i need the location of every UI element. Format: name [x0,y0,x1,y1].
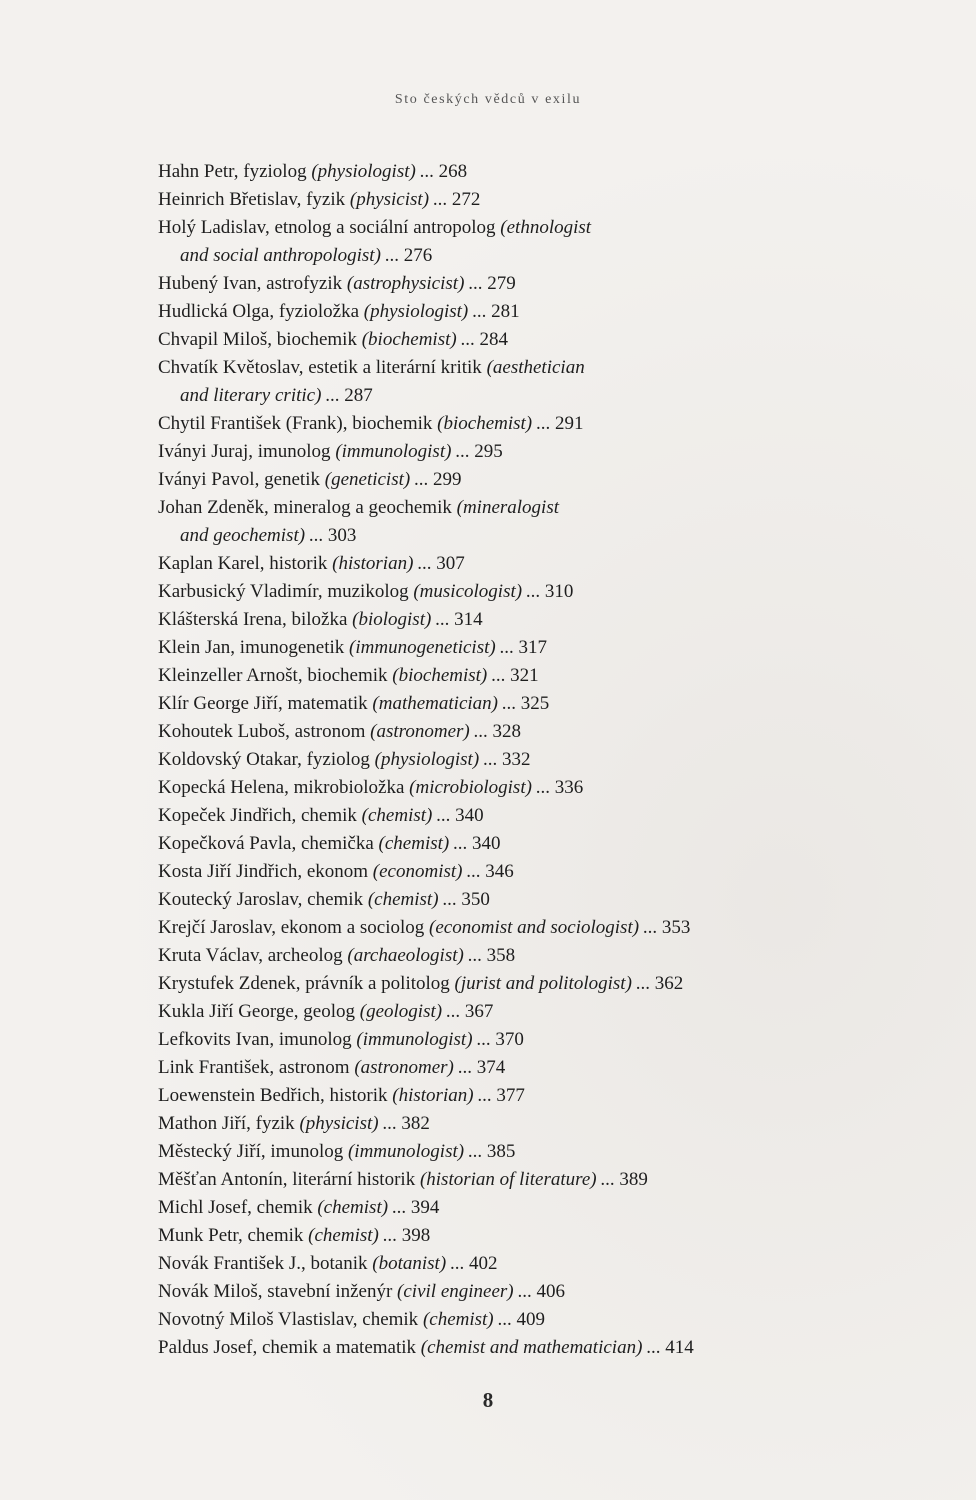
entry-page: 284 [479,329,509,350]
entry-page: 374 [476,1057,506,1078]
entry-page: 367 [464,1001,494,1022]
entry-name: Měšťan Antonín, literární historik [158,1169,416,1190]
entry-name: Kosta Jiří Jindřich, ekonom [158,861,369,882]
entry-role: (physiologist) [311,161,416,182]
entry-role: (botanist) [372,1253,447,1274]
entry-name: Link František, astronom [158,1057,350,1078]
entry-page: 295 [474,441,503,462]
toc-entry: Kukla Jiří George, geolog (geologist) ... 367 [158,1001,494,1022]
toc-entry [158,354,918,410]
entry-page: 317 [518,637,548,658]
toc-entry: Loewenstein Bedřich, historik (historian) ... 377 [158,1085,525,1106]
entry-name: Chvapil Miloš, biochemik [158,329,357,350]
toc-entry: Koutecký Jaroslav, chemik (chemist) ... 350 [158,889,490,910]
toc-entry: Kopečková Pavla, chemička (chemist) ... 340 [158,833,501,854]
toc-entry: Kaplan Karel, historik (historian) ... 307 [158,553,465,574]
entry-page: 382 [401,1113,430,1134]
entry-role: (physicist) [299,1113,379,1134]
entry-role: (biologist) [352,609,432,630]
entry-name: Novotný Miloš Vlastislav, chemik [158,1309,419,1330]
entry-page: 321 [510,665,539,686]
entry-role: (immunogeneticist) [349,637,496,658]
entry-page: 272 [451,189,481,210]
toc-entry: Kosta Jiří Jindřich, ekonom (economist) ... 346 [158,861,514,882]
toc-entry: Lefkovits Ivan, imunolog (immunologist) ... 370 [158,1029,524,1050]
toc-entry: Heinrich Břetislav, fyzik (physicist) ... 272 [158,189,481,210]
entry-role: (chemist) [422,1309,494,1330]
entry-continuation: and social anthropologist) ... 276 [180,245,433,266]
entry-name: Kopeček Jindřich, chemik [158,805,357,826]
entry-page: 346 [485,861,514,882]
entry-role: (ethnologist [500,217,592,238]
entry-continuation: and literary critic) ... 287 [180,385,373,406]
entry-page: 325 [520,693,550,714]
toc-entry: Kopeček Jindřich, chemik (chemist) ... 340 [158,805,484,826]
entry-page: 340 [472,833,501,854]
entry-name: Krejčí Jaroslav, ekonom a sociolog [158,917,425,938]
entry-name: Iványi Pavol, genetik [158,469,320,490]
toc-entry: Paldus Josef, chemik a matematik (chemist and mathematician) ... 414 [158,1337,694,1358]
entry-page: 336 [554,777,584,798]
page-number: 8 [482,1388,494,1412]
entry-page: 358 [486,945,516,966]
toc-entry: Link František, astronom (astronomer) ... 374 [158,1057,506,1078]
entry-name: Lefkovits Ivan, imunolog [158,1029,352,1050]
toc-entry: Kleinzeller Arnošt, biochemik (biochemist) ... 321 [158,665,539,686]
entry-role: (musicologist) [413,581,523,602]
toc-entry: Chytil František (Frank), biochemik (biochemist) ... 291 [158,413,584,434]
entry-role: (aesthetician [486,357,585,378]
toc-entry: Klášterská Irena, biložka (biologist) ... 314 [158,609,483,630]
entry-page: 402 [468,1253,498,1274]
entry-name: Karbusický Vladimír, muzikolog [158,581,409,602]
toc-entry: Michl Josef, chemik (chemist) ... 394 [158,1197,440,1218]
entry-page: 291 [554,413,584,434]
entry-page: 281 [491,301,520,322]
entry-page: 314 [454,609,483,630]
entry-role: (historian of literature) [419,1169,597,1190]
entry-role: (geologist) [359,1001,443,1022]
entry-page: 279 [487,273,516,294]
entry-role: (chemist) [378,833,450,854]
entry-name: Novák Miloš, stavební inženýr [158,1281,393,1302]
toc-entry: Klír George Jiří, matematik (mathematician) ... 325 [158,693,550,714]
entry-name: Chytil František (Frank), biochemik [158,413,433,434]
entry-role: (economist) [372,861,463,882]
toc-entry: Novák Miloš, stavební inženýr (civil engineer) ... 406 [158,1281,565,1302]
entry-role: (astronomer) [370,721,470,742]
toc-entry: Munk Petr, chemik (chemist) ... 398 [158,1225,431,1246]
entry-role: (civil engineer) [397,1281,514,1302]
entry-role: (mineralogist [456,497,560,518]
entry-page: 340 [455,805,484,826]
entry-name: Kukla Jiří George, geolog [158,1001,355,1022]
entry-name: Heinrich Břetislav, fyzik [158,189,346,210]
entry-page: 332 [501,749,531,770]
entry-name: Hudlická Olga, fyzioložka [158,301,360,322]
entry-role: (historian) [332,553,414,574]
entry-name: Iványi Juraj, imunolog [158,441,331,462]
entry-name: Paldus Josef, chemik a matematik [158,1337,417,1358]
entry-name: Kopečková Pavla, chemička [158,833,374,854]
entry-role-continued: and social anthropologist) [180,245,381,266]
entry-name: Mathon Jiří, fyzik [158,1113,295,1134]
entry-role: (physiologist) [363,301,469,322]
entry-page: 385 [486,1141,516,1162]
entry-page: 414 [665,1337,694,1358]
toc-entry: Karbusický Vladimír, muzikolog (musicologist) ... 310 [158,581,574,602]
entry-page: 328 [492,721,522,742]
entry-name: Hubený Ivan, astrofyzik [158,273,343,294]
running-head: Sto českých vědců v exilu [394,92,582,107]
entry-role: (economist and sociologist) [429,917,640,938]
entry-name: Kopecká Helena, mikrobioložka [158,777,405,798]
entry-role: (chemist) [361,805,433,826]
entry-page: 406 [536,1281,565,1302]
entry-page: 310 [544,581,574,602]
entry-role: (immunologist) [347,1141,465,1162]
entry-page: 276 [403,245,433,266]
toc-entry: Chvapil Miloš, biochemik (biochemist) ... 284 [158,329,509,350]
entry-name: Hahn Petr, fyziolog [158,161,307,182]
entry-name: Kohoutek Luboš, astronom [158,721,366,742]
entry-role: (astronomer) [354,1057,454,1078]
entry-role: (chemist) [367,889,439,910]
entry-name: Kruta Václav, archeolog [158,945,343,966]
entry-page: 303 [327,525,357,546]
entry-page: 377 [496,1085,525,1106]
toc-entry [158,214,918,270]
entry-page: 370 [495,1029,524,1050]
entry-page: 362 [654,973,684,994]
entry-role: (biochemist) [361,329,457,350]
entry-page: 268 [438,161,468,182]
table-of-contents [158,158,918,1362]
entry-name: Klášterská Irena, biložka [158,609,348,630]
entry-page: 307 [436,553,465,574]
entry-role: (biochemist) [437,413,533,434]
toc-entry: Hudlická Olga, fyzioložka (physiologist) ... 281 [158,301,520,322]
entry-role: (physiologist) [374,749,480,770]
toc-entry: Novotný Miloš Vlastislav, chemik (chemist) ... 409 [158,1309,545,1330]
entry-page: 389 [619,1169,648,1190]
entry-name: Kleinzeller Arnošt, biochemik [158,665,388,686]
toc-entry: Iványi Pavol, genetik (geneticist) ... 299 [158,469,462,490]
toc-entry [158,494,918,550]
entry-name: Městecký Jiří, imunolog [158,1141,344,1162]
toc-entry: Koldovský Otakar, fyziolog (physiologist) ... 332 [158,749,531,770]
entry-role-continued: and geochemist) [180,525,306,546]
toc-entry: Měšťan Antonín, literární historik (historian of literature) ... 389 [158,1169,648,1190]
entry-continuation: and geochemist) ... 303 [180,525,357,546]
entry-name: Michl Josef, chemik [158,1197,313,1218]
entry-name: Kaplan Karel, historik [158,553,328,574]
toc-entry: Kruta Václav, archeolog (archaeologist) ... 358 [158,945,516,966]
entry-page: 394 [410,1197,440,1218]
toc-entry: Klein Jan, imunogenetik (immunogeneticist) ... 317 [158,637,548,658]
entry-name: Koutecký Jaroslav, chemik [158,889,364,910]
entry-page: 398 [401,1225,431,1246]
entry-name: Holý Ladislav, etnolog a sociální antropolog [158,217,496,238]
entry-page: 287 [344,385,373,406]
entry-name: Johan Zdeněk, mineralog a geochemik [158,497,452,518]
toc-entry: Iványi Juraj, imunolog (immunologist) ... 295 [158,441,503,462]
entry-name: Koldovský Otakar, fyziolog [158,749,370,770]
entry-role: (chemist and mathematician) [420,1337,643,1358]
entry-name: Klír George Jiří, matematik [158,693,368,714]
entry-role: (archaeologist) [347,945,464,966]
entry-name: Munk Petr, chemik [158,1225,304,1246]
entry-name: Novák František J., botanik [158,1253,368,1274]
entry-role: (chemist) [317,1197,389,1218]
entry-role: (physicist) [349,189,430,210]
entry-role: (biochemist) [392,665,488,686]
entry-role: (microbiologist) [409,777,532,798]
toc-entry: Kopecká Helena, mikrobioložka (microbiologist) ... 336 [158,777,584,798]
entry-name: Krystufek Zdenek, právník a politolog [158,973,450,994]
toc-entry: Krystufek Zdenek, právník a politolog (jurist and politologist) ... 362 [158,973,684,994]
entry-page: 350 [461,889,490,910]
entry-page: 409 [516,1309,545,1330]
entry-role: (immunologist) [356,1029,473,1050]
entry-role: (immunologist) [335,441,452,462]
toc-entry: Krejčí Jaroslav, ekonom a sociolog (economist and sociologist) ... 353 [158,917,691,938]
entry-role: (jurist and politologist) [454,973,632,994]
toc-entry: Kohoutek Luboš, astronom (astronomer) ... 328 [158,721,522,742]
entry-role: (astrophysicist) [346,273,465,294]
entry-name: Klein Jan, imunogenetik [158,637,345,658]
entry-role: (chemist) [308,1225,379,1246]
toc-entry: Hubený Ivan, astrofyzik (astrophysicist) ... 279 [158,273,516,294]
entry-name: Chvatík Květoslav, estetik a literární kritik [158,357,482,378]
entry-page: 299 [433,469,462,490]
entry-role: (historian) [392,1085,474,1106]
toc-entry: Novák František J., botanik (botanist) ... 402 [158,1253,498,1274]
entry-role: (geneticist) [324,469,411,490]
toc-entry: Hahn Petr, fyziolog (physiologist) ... 268 [158,161,468,182]
toc-entry: Městecký Jiří, imunolog (immunologist) ... 385 [158,1141,516,1162]
entry-name: Loewenstein Bedřich, historik [158,1085,388,1106]
entry-page: 353 [661,917,691,938]
entry-role-continued: and literary critic) [180,385,322,406]
toc-entry: Mathon Jiří, fyzik (physicist) ... 382 [158,1113,430,1134]
entry-role: (mathematician) [372,693,498,714]
